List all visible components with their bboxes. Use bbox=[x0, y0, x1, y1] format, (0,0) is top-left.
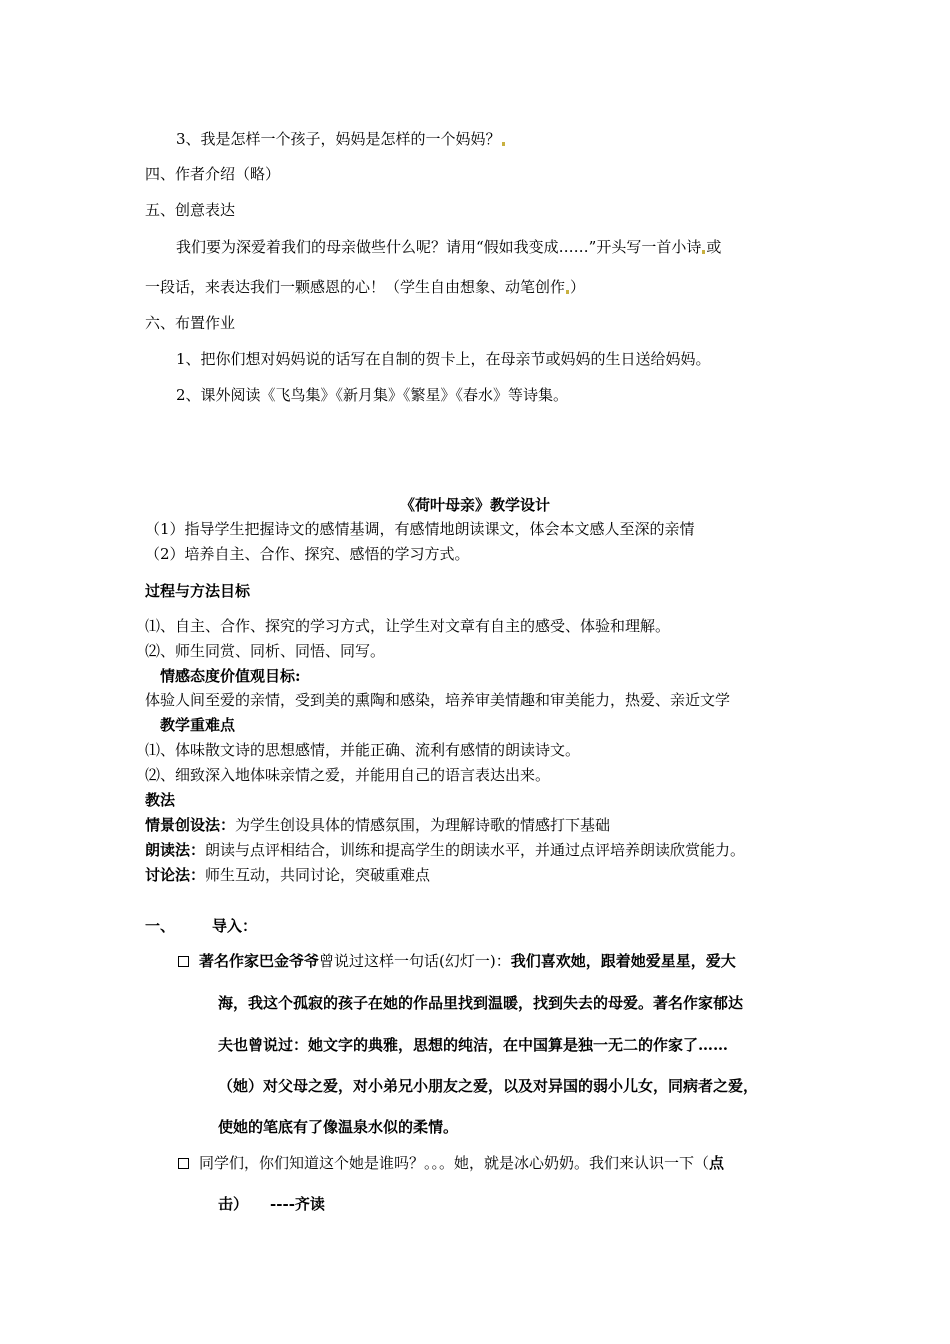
process-1: ⑴、自主、合作、探究的学习方式，让学生对文章有自主的感受、体验和理解。 bbox=[145, 617, 671, 635]
lesson-title: 《荷叶母亲》教学设计 bbox=[399, 496, 550, 514]
question-3: 3、我是怎样一个孩子，妈妈是怎样的一个妈妈？ bbox=[176, 129, 506, 149]
goal-1: （1）指导学生把握诗文的感情基调，有感情地朗读课文，体会本文感人至深的亲情 bbox=[145, 520, 695, 538]
quote-bullet-2: 同学们，你们知道这个她是谁吗？。。。她，就是冰心奶奶。我们来认识一下（点 bbox=[178, 1153, 724, 1173]
creative-text-line-2: 一段话，来表达我们一颗感恩的心！（学生自由想象、动笔创作 ） bbox=[145, 278, 586, 296]
method-heading: 教法 bbox=[145, 791, 176, 809]
method-1: 情景创设法：为学生创设具体的情感氛围，为理解诗歌的情感打下基础 bbox=[145, 816, 611, 834]
emotion-text: 体验人间至爱的亲情，受到美的熏陶和感染，培养审美情趣和审美能力，热爱、亲近文学 bbox=[145, 691, 731, 709]
emotion-heading: 情感态度价值观目标: bbox=[160, 667, 301, 685]
homework-2: 2、课外阅读《飞鸟集》《新月集》《繁星》《春水》等诗集。 bbox=[176, 386, 569, 404]
edit-mark-icon bbox=[566, 290, 569, 294]
quote-line-4: （她）对父母之爱，对小弟兄小朋友之爱，以及对异国的弱小儿女，同病者之爱， bbox=[218, 1077, 759, 1095]
process-heading: 过程与方法目标 bbox=[145, 582, 251, 600]
method-2: 朗读法：朗读与点评相结合，训练和提高学生的朗读水平，并通过点评培养朗读欣赏能力。 bbox=[145, 841, 746, 859]
checkbox-icon bbox=[178, 956, 189, 967]
process-2: ⑵、师生同赏、同析、同悟、同写。 bbox=[145, 642, 386, 660]
method-3: 讨论法：师生互动，共同讨论，突破重难点 bbox=[145, 866, 431, 884]
quote-bullet-2-line-2: 击） ----齐读 bbox=[218, 1195, 325, 1213]
edit-mark-icon bbox=[502, 142, 505, 146]
edit-mark-icon bbox=[702, 250, 705, 254]
section-5-heading: 五、创意表达 bbox=[145, 201, 236, 219]
section-4-heading: 四、作者介绍（略） bbox=[145, 165, 281, 183]
intro-number: 一、 bbox=[145, 917, 176, 935]
checkbox-icon bbox=[178, 1158, 189, 1169]
quote-bullet-1: 著名作家巴金爷爷曾说过这样一句话(幻灯一)：我们喜欢她，跟着她爱星星，爱大 bbox=[178, 951, 736, 971]
quote-line-5: 使她的笔底有了像温泉水似的柔情。 bbox=[218, 1118, 459, 1136]
key-point-2: ⑵、细致深入地体味亲情之爱，并能用自己的语言表达出来。 bbox=[145, 766, 551, 784]
key-point-1: ⑴、体味散文诗的思想感情，并能正确、流利有感情的朗读诗文。 bbox=[145, 741, 581, 759]
quote-line-3: 夫也曾说过：她文字的典雅，思想的纯洁，在中国算是独一无二的作家了…… bbox=[218, 1036, 729, 1054]
section-6-heading: 六、布置作业 bbox=[145, 314, 236, 332]
intro-heading: 导入： bbox=[212, 917, 258, 935]
creative-text-line-1: 我们要为深爱着我们的母亲做些什么呢？请用“假如我变成……”开头写一首小诗 或 bbox=[176, 238, 722, 256]
quote-line-2: 海，我这个孤寂的孩子在她的作品里找到温暖，找到失去的母爱。著名作家郁达 bbox=[218, 994, 744, 1012]
key-points-heading: 教学重难点 bbox=[160, 716, 236, 734]
homework-1: 1、把你们想对妈妈说的话写在自制的贺卡上，在母亲节或妈妈的生日送给妈妈。 bbox=[176, 350, 711, 368]
goal-2: （2）培养自主、合作、探究、感悟的学习方式。 bbox=[145, 545, 470, 563]
